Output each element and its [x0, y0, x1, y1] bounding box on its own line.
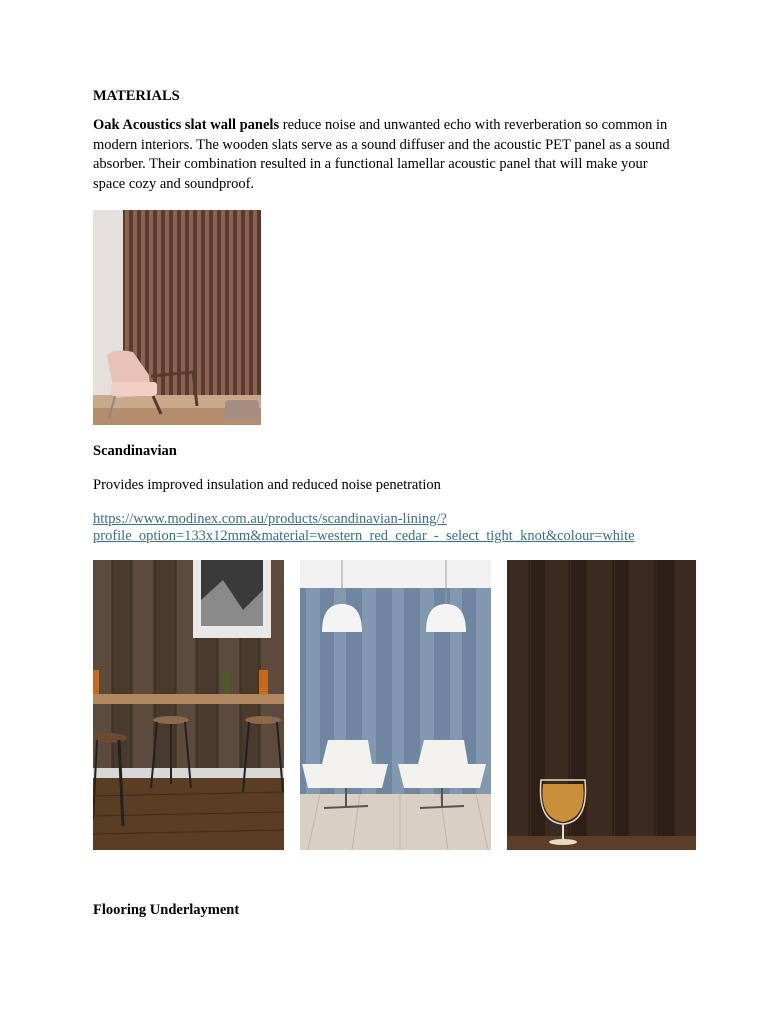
- materials-intro: [93, 116, 683, 194]
- link-line-1[interactable]: https://www.modinex.com.au/products/scandinavian-lining/?: [93, 511, 447, 527]
- dark-wood-glass-photo: [507, 560, 696, 850]
- materials-heading: MATERIALS: [93, 88, 180, 104]
- scandinavian-heading: Scandinavian: [93, 443, 177, 459]
- wood-bar-photo: [93, 560, 284, 850]
- link-line-2[interactable]: profile_option=133x12mm&material=western_red_cedar_-_select_tight_knot&colour=white: [93, 527, 635, 544]
- scandinavian-product-link[interactable]: [93, 511, 693, 544]
- intro-rest-text: reduce noise and unwanted echo with reverberation so common in modern interiors. The wooden slats serve as a sound diffuser and the acoustic PET panel as a sound absorber. Their combination resulted in a functional lamellar acoustic panel that will make your space cozy and soundproof.: [93, 117, 670, 192]
- intro-bold-text: Oak Acoustics slat wall panels: [93, 117, 280, 133]
- scandinavian-description: Provides improved insulation and reduced noise penetration: [93, 477, 441, 493]
- slat-wall-photo: [93, 210, 261, 425]
- flooring-heading: Flooring Underlayment: [93, 902, 240, 918]
- blue-wood-lounge-photo: [300, 560, 491, 850]
